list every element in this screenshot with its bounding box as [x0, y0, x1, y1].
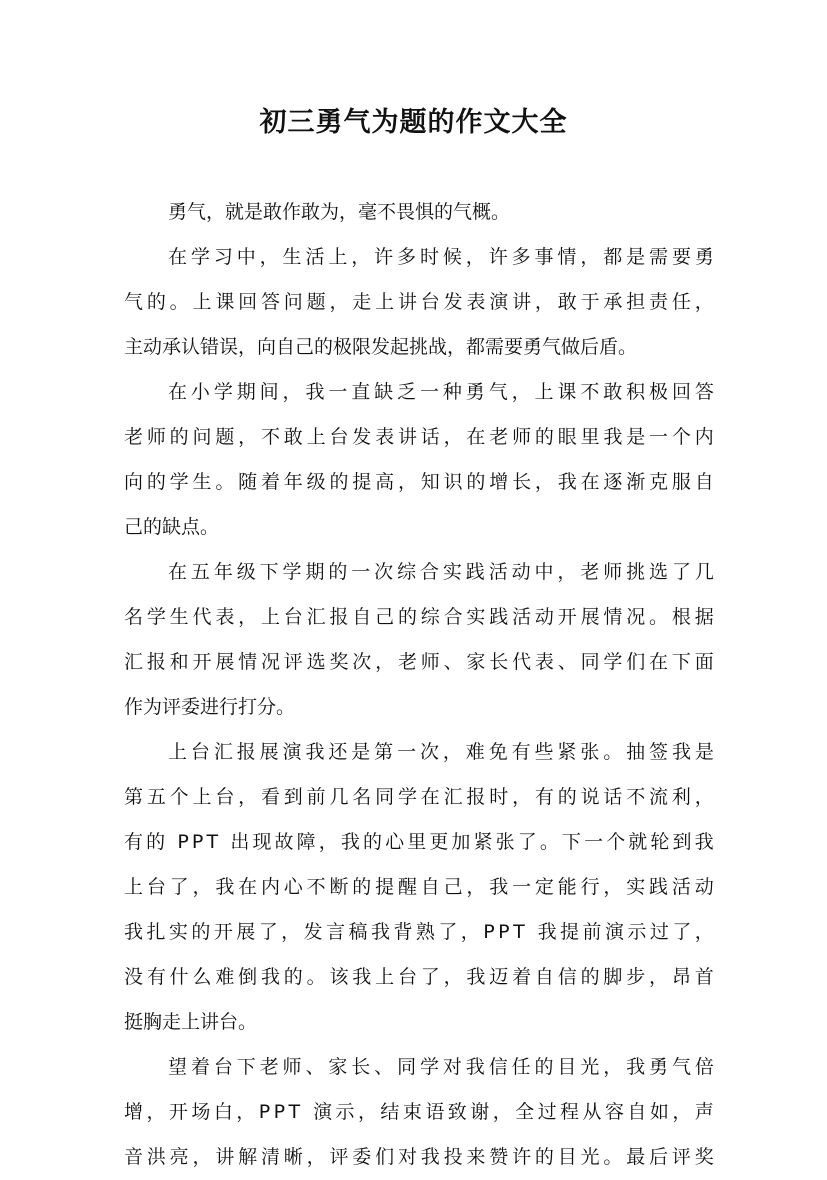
text-line: 有 的 P P T 出 现 故 障 ， 我 的 心 里 更 加 紧 张 了 。 下 一 个 就 轮 到 我	[124, 831, 714, 853]
text-line: 在 小 学 期 间 ， 我 一 直 缺 乏 一 种 勇 气 ， 上 课 不 敢 积 极 回 答	[168, 381, 714, 403]
text-line: 没 有 什 么 难 倒 我 的 。 该 我 上 台 了 ， 我 迈 着 自 信 的 脚 步 ， 昂 首	[124, 966, 714, 988]
text-line: 在 五 年 级 下 学 期 的 一 次 综 合 实 践 活 动 中 ， 老 师 挑 选 了 几	[168, 561, 714, 583]
text-line: 作为评委进行打分。	[124, 696, 296, 718]
text-line: 第 五 个 上 台 ， 看 到 前 几 名 同 学 在 汇 报 时 ， 有 的 说 话 不 流 利 ，	[124, 786, 714, 808]
text-line: 主动承认错误，向自己的极限发起挑战，都需要勇气做后盾。	[124, 336, 638, 358]
text-line: 望 着 台 下 老 师 、 家 长 、 同 学 对 我 信 任 的 目 光 ， 我 勇 气 倍	[168, 1056, 714, 1078]
text-line: 勇气，就是敢作敢为，毫不畏惧的气概。	[168, 201, 511, 223]
text-line: 上 台 了 ， 我 在 内 心 不 断 的 提 醒 自 己 ， 我 一 定 能 行 ， 实 践 活 动	[124, 876, 714, 898]
text-line: 向 的 学 生 。 随 着 年 级 的 提 高 ， 知 识 的 增 长 ， 我 在 逐 渐 克 服 自	[124, 471, 714, 493]
text-line: 在 学 习 中 ， 生 活 上 ， 许 多 时 候 ， 许 多 事 情 ， 都 是 需 要 勇	[168, 246, 714, 268]
text-line: 汇 报 和 开 展 情 况 评 选 奖 次 ， 老 师 、 家 长 代 表 、 同 学 们 在 下 面	[124, 651, 714, 673]
text-line: 老 师 的 问 题 ， 不 敢 上 台 发 表 讲 话 ， 在 老 师 的 眼 里 我 是 一 个 内	[124, 426, 714, 448]
text-line: 增 ， 开 场 白 ， P P T 演 示 ， 结 束 语 致 谢 ， 全 过 程 从 容 自 如 ， 声	[124, 1101, 714, 1123]
text-line: 上 台 汇 报 展 演 我 还 是 第 一 次 ， 难 免 有 些 紧 张 。 抽 签 我 是	[168, 741, 714, 763]
text-line: 名 学 生 代 表 ， 上 台 汇 报 自 己 的 综 合 实 践 活 动 开 展 情 况 。 根 据	[124, 606, 714, 628]
document-title: 初三勇气为题的作文大全	[259, 107, 568, 138]
text-line: 音 洪 亮 ， 讲 解 清 晰 ， 评 委 们 对 我 投 来 赞 许 的 目 光 。 最 后 评 奖	[124, 1146, 714, 1168]
text-line: 我 扎 实 的 开 展 了 ， 发 言 稿 我 背 熟 了 ， P P T 我 提 前 演 示 过 了 ，	[124, 921, 714, 943]
document-body	[124, 190, 714, 1180]
text-line: 气 的 。 上 课 回 答 问 题 ， 走 上 讲 台 发 表 演 讲 ， 敢 于 承 担 责 任 ，	[124, 291, 714, 313]
text-line: 挺胸走上讲台。	[124, 1011, 258, 1033]
text-line: 己的缺点。	[124, 516, 220, 538]
